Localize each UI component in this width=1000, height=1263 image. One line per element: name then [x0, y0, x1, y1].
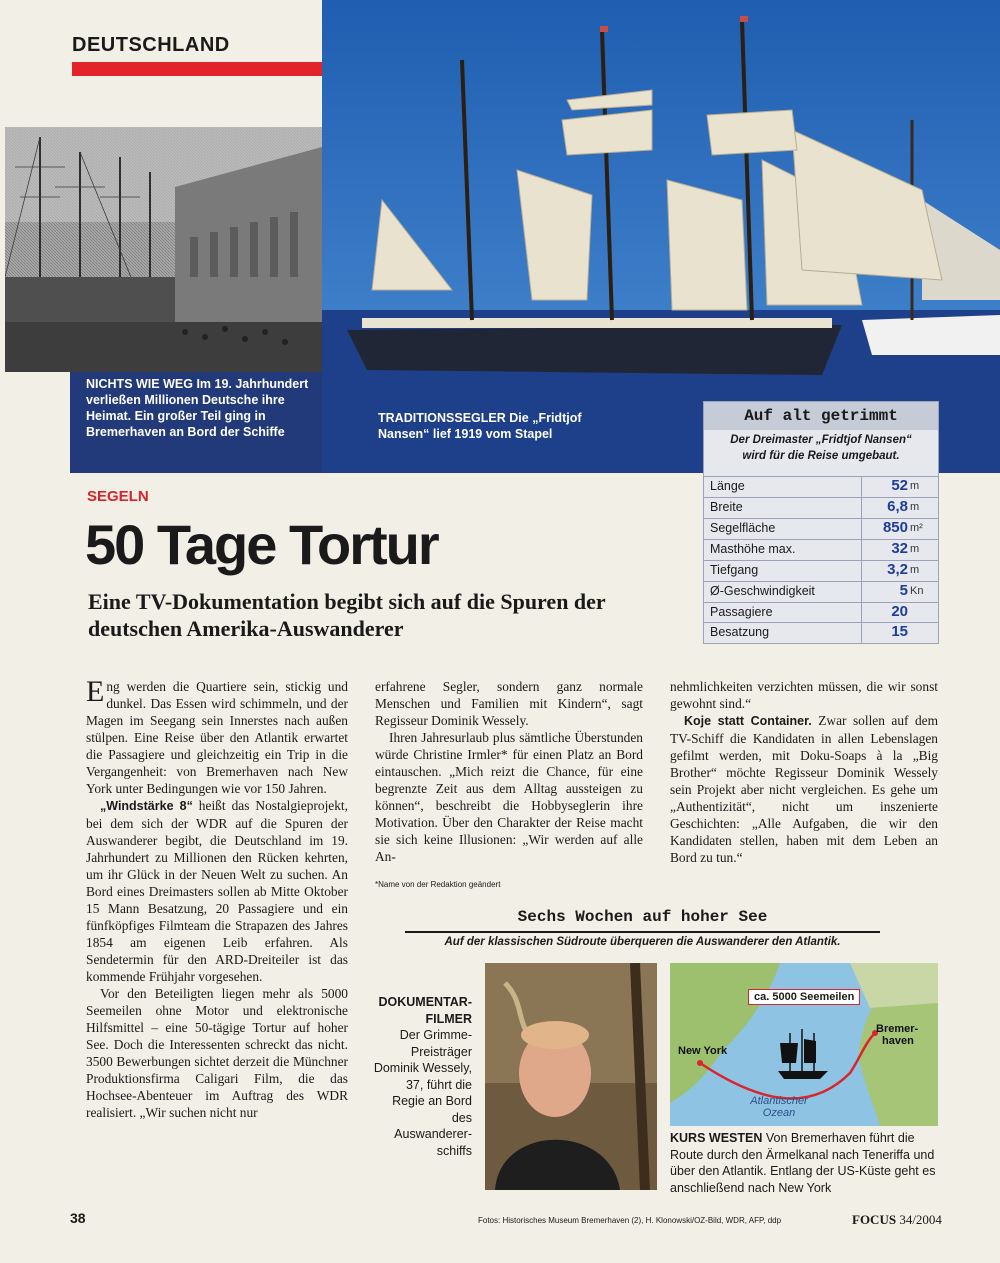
map-city-bremerhaven [876, 1023, 918, 1047]
engraving-caption-text: Im 19. Jahrhundert verließen Millionen Deutsche ihre Heimat. Ein großer Teil ging in Bremerhaven an Bord der Schiffe [86, 377, 309, 439]
paragraph-text: heißt das Nostalgieprojekt, bei dem sich der WDR auf die Spuren der Auswanderer begibt, die Deutschland im 19. Jahrhundert zu Millionen den Rücken kehrten, um ihr Glück in der Neuen Welt zu suchen. An Bord eines Dreimasters sollen ab Mitte Oktober 15 Mann Besatzung, 20 Passagiere und ein fünfköpfiges Filmteam die Strapazen des Jahres 1854 am eigenen Leib erfahren. Als Sendetermin für den ARD-Dreiteiler ist das kommende Frühjahr vorgesehen. [86, 798, 348, 984]
paragraph: erfahrene Segler, sondern ganz normale Menschen und Familien mit Kindern“, sagt Regisseur Dominik Wessely. [375, 679, 643, 728]
specs-subtitle-line-2: wird für die Reise umgebaut. [742, 450, 900, 462]
subhead: Koje statt Container. [684, 714, 812, 728]
infobox-title: Sechs Wochen auf hoher See [517, 908, 768, 926]
ship-caption-text: Die „Fridtjof Nansen“ lief 1919 vom Stapel [378, 411, 582, 441]
ship-caption-lead: TRADITIONSSEGLER [378, 411, 506, 425]
ship-caption [378, 410, 588, 442]
spec-row [704, 497, 938, 518]
spec-unit: m² [910, 522, 923, 534]
specs-subtitle-line-1: Der Dreimaster „Fridtjof Nansen“ [730, 434, 912, 446]
route-map [670, 963, 938, 1126]
photo-credits: Fotos: Historisches Museum Bremerhaven (2), H. Klonowski/OZ-Bild, WDR, AFP, ddp [478, 1216, 782, 1225]
spec-row [704, 581, 938, 602]
section-rubric: DEUTSCHLAND [72, 34, 230, 56]
filmer-caption-text: Der Grimme-Preisträger Dominik Wessely, 37, führt die Regie an Bord des Auswanderer-schiffs [373, 1028, 472, 1158]
spec-label: Breite [710, 500, 743, 514]
filmmaker-photo [485, 963, 657, 1190]
spec-label: Passagiere [710, 605, 773, 619]
spec-label: Segelfläche [710, 521, 776, 535]
engraving-caption [86, 376, 322, 440]
spec-value: 5 [899, 582, 908, 599]
map-ocean-label [724, 1095, 834, 1119]
spec-row [704, 622, 938, 643]
spec-row [704, 539, 938, 560]
paragraph-lead: „Windstärke 8“ [100, 799, 193, 813]
magazine-issue [852, 1212, 942, 1228]
map-city-bremerhaven-2: haven [882, 1035, 914, 1047]
spec-value: 52 [891, 477, 908, 494]
footnote: *Name von der Redaktion geändert [375, 880, 501, 889]
paragraph [86, 675, 348, 797]
paragraph [670, 712, 938, 866]
spec-value: 3,2 [887, 561, 908, 578]
harbor-engraving-photo [5, 127, 322, 372]
filmer-caption [372, 994, 472, 1159]
page-number: 38 [70, 1210, 86, 1226]
spec-unit: m [910, 480, 920, 492]
paragraph-text: ng werden die Quartiere sein, stickig und dunkel. Das Essen wird schimmeln, und der Magen im Seegang sein Innerstes nach außen stülpen. Eine Reise über den Atlantik erwartet die Passagiere und gleichzeitig ein Trip in die Vergangenheit: von Bremerhaven nach New York unter Bedingungen wie vor 150 Jahren. [86, 679, 348, 796]
spec-unit: m [910, 564, 920, 576]
filmer-caption-lead-2: FILMER [425, 1011, 472, 1026]
map-caption-text: Von Bremerhaven führt die Route durch den Ärmelkanal nach Teneriffa und über den Atlantik. Entlang der US-Küste geht es anschließend nach New York [670, 1131, 936, 1195]
specs-title: Auf alt getrimmt [704, 402, 938, 430]
ship-specs-box [703, 401, 939, 644]
paragraph: nehmlichkeiten verzichten müssen, die wir sonst gewohnt sind.“ [670, 679, 938, 711]
drop-cap: E [86, 675, 105, 708]
spec-label: Ø-Geschwindigkeit [710, 584, 815, 598]
article-column-1 [86, 675, 348, 1121]
spec-unit: m [910, 543, 920, 555]
rubric-bar [72, 62, 322, 76]
spec-label: Länge [710, 479, 745, 493]
engraving-caption-lead: NICHTS WIE WEG [86, 377, 193, 391]
spec-value: 6,8 [887, 498, 908, 515]
map-city-new-york: New York [678, 1045, 728, 1057]
paragraph-text: Zwar sollen auf dem TV-Schiff die Kandidaten in allen Lebenslagen gefilmt werden, mit Doku-Soaps à la „Big Brother“ möchte Regisseur Dominik Wessely sein Projekt aber nicht vergleichen. Es gehe um „Authentizität“, nicht um inszenierte Geschichten: „Alle Aufgaben, die wir den Kandidaten stellen, haben mit dem Leben an Bord zu tun.“ [670, 713, 939, 865]
map-distance-label: ca. 5000 Seemeilen [748, 989, 860, 1005]
paragraph: Vor den Beteiligten liegen mehr als 5000 Seemeilen ohne Motor und elektronische Hilfsmittel – eine 50-tägige Tortur auf hoher See. Doch die Interessenten schreckt das nicht. 3500 Bewerbungen sichtet derzeit die Münchner Produktionsfirma Caligari Film, die das Hochsee-Abenteuer im Auftrag des WDR realisiert. „Wir suchen nicht nur [86, 986, 348, 1120]
map-city-bremerhaven-1: Bremer- [876, 1023, 919, 1035]
spec-label: Masthöhe max. [710, 542, 796, 556]
spec-row [704, 560, 938, 581]
paragraph: Ihren Jahresurlaub plus sämtliche Überstunden würde Christine Irmler* für einen Platz an Bord eintauschen. „Mich reizt die Chance, für eine begrenzte Zeit aus dem Alltag aussteigen zu können“, beschreibt die Hobbyseglerin ihre Motivation. Über den Charakter der Reise macht sie sich keine Illusionen: „Wir werden auf alle An- [375, 730, 643, 864]
article-kicker: SEGELN [87, 488, 149, 505]
filmer-caption-lead-1: DOKUMENTAR- [378, 995, 472, 1009]
article-column-3 [670, 678, 938, 866]
spec-value: 850 [882, 519, 908, 536]
spec-row [704, 518, 938, 539]
article-headline: 50 Tage Tortur [85, 513, 438, 576]
paragraph [86, 797, 348, 985]
map-caption [670, 1130, 940, 1196]
spec-value: 20 [891, 603, 908, 620]
spec-row [704, 602, 938, 623]
issue-number: 34/2004 [899, 1212, 942, 1227]
map-ocean-label-1: Atlantischer [750, 1095, 808, 1107]
spec-label: Tiefgang [710, 563, 759, 577]
spec-value: 32 [891, 540, 908, 557]
spec-row [704, 476, 938, 497]
spec-unit: m [910, 501, 920, 513]
article-column-2 [375, 678, 643, 865]
article-deck: Eine TV-Dokumentation begibt sich auf die Spuren der deutschen Amerika-Auswanderer [88, 589, 606, 641]
infobox-subtitle: Auf der klassischen Südroute überqueren die Auswanderer den Atlantik. [444, 936, 841, 948]
spec-unit: Kn [910, 585, 924, 597]
specs-subtitle [704, 432, 938, 464]
map-caption-lead: KURS WESTEN [670, 1131, 763, 1145]
magazine-name: FOCUS [852, 1212, 897, 1227]
map-ocean-label-2: Ozean [762, 1107, 796, 1119]
spec-value: 15 [891, 623, 908, 640]
infobox-rule [405, 931, 880, 933]
spec-label: Besatzung [710, 625, 770, 639]
